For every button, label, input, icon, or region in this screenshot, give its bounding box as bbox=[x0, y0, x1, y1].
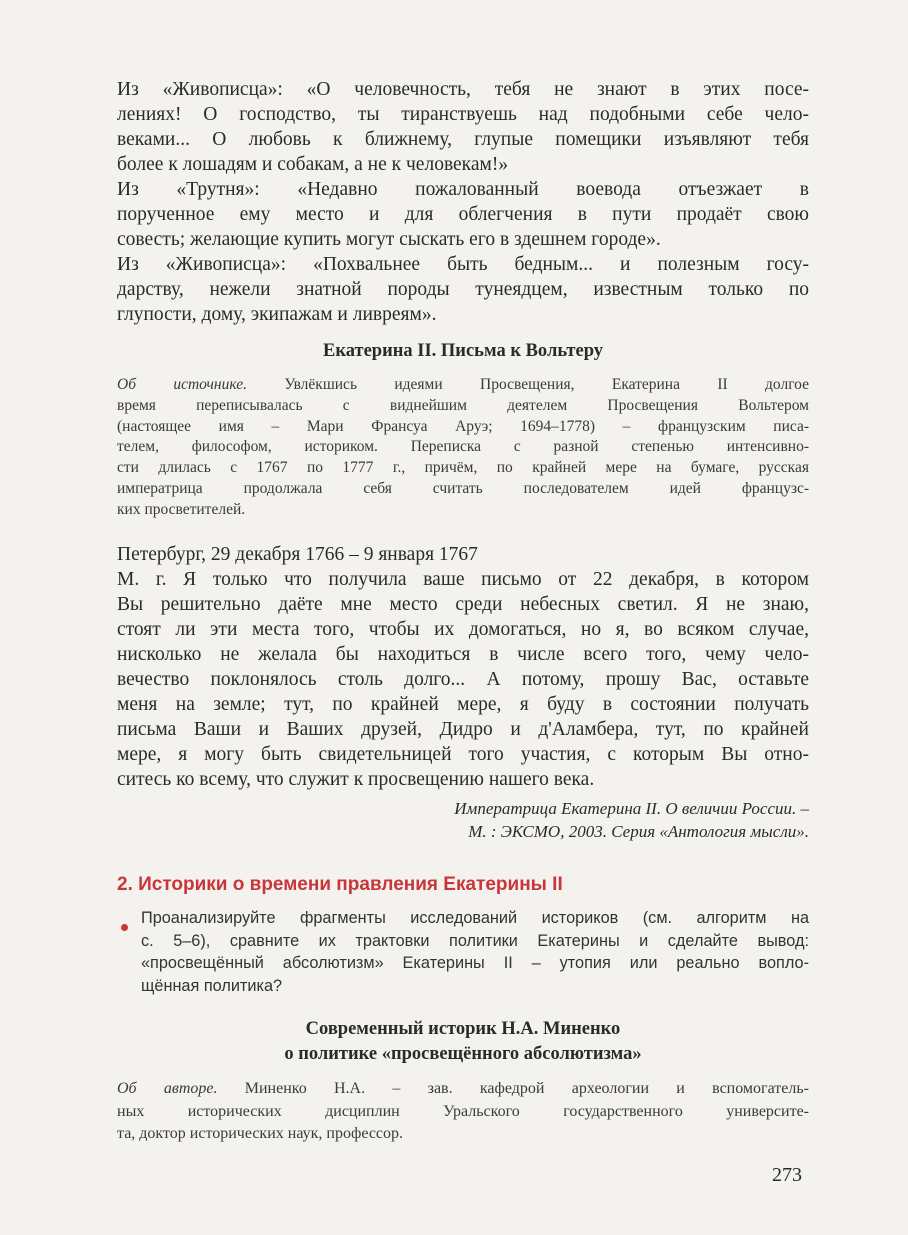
text-line: ситесь ко всему, что служит к просвещению нашего века. bbox=[117, 769, 595, 790]
heading-line: о политике «просвещённого абсолютизма» bbox=[284, 1044, 642, 1064]
citation-line: М. : ЭКСМО, 2003. Серия «Антология мысли». bbox=[468, 822, 809, 841]
about-label: Об источнике. bbox=[117, 376, 247, 393]
text-line: ных исторических дисциплин Уральского государственного университе- bbox=[117, 1102, 809, 1120]
text-line: Из «Трутня»: «Недавно пожалованный воевода отъезжает в bbox=[117, 179, 809, 200]
text-line: телем, философом, историком. Переписка с разной степенью интенсивно- bbox=[117, 438, 809, 456]
source-about bbox=[117, 375, 809, 521]
page-number: 273 bbox=[772, 1164, 802, 1186]
task bbox=[141, 907, 809, 997]
text-line: сти длилась с 1767 по 1777 г., причём, по крайней мере на бумаге, русская bbox=[117, 459, 809, 477]
citation-line: Императрица Екатерина II. О величии России. – bbox=[454, 799, 809, 818]
text-line: Из «Живописца»: «О человечность, тебя не знают в этих посе- bbox=[117, 79, 809, 100]
heading-line: Современный историк Н.А. Миненко bbox=[305, 1019, 621, 1039]
text-line: императрица продолжала себя считать последователем идей французс- bbox=[117, 479, 809, 497]
text-line: вечество поклонялось столь долго... А потому, прошу Вас, оставьте bbox=[117, 669, 809, 690]
author-about bbox=[117, 1078, 809, 1146]
about-label: Об авторе. bbox=[117, 1080, 218, 1097]
section-heading: 2. Историки о времени правления Екатерины II bbox=[117, 874, 563, 895]
source-heading: Екатерина II. Письма к Вольтеру bbox=[323, 341, 603, 361]
text-line: М. г. Я только что получила ваше письмо от 22 декабря, в котором bbox=[117, 569, 809, 590]
text-line: глупости, дому, экипажам и ливреям». bbox=[117, 304, 437, 325]
text-line: совесть; желающие купить могут сыскать его в здешнем городе». bbox=[117, 229, 661, 250]
text-line: меня на земле; тут, по крайней мере, я буду в состоянии получать bbox=[117, 694, 809, 715]
quote-truten bbox=[117, 177, 809, 252]
text-line: нисколько не желала бы находиться в числе всего того, чему чело- bbox=[117, 644, 809, 665]
text-line: более к лошадям и собакам, а не к человекам!» bbox=[117, 154, 509, 175]
text-line: мере, я могу быть свидетельницей того участия, с которым Вы отно- bbox=[117, 744, 809, 765]
text-line: ких просветителей. bbox=[117, 500, 246, 518]
text-line: дарству, нежели знатной породы тунеядцем, известным только по bbox=[117, 279, 809, 300]
text-line: щённая политика? bbox=[141, 976, 283, 995]
text-line: «просвещённый абсолютизм» Екатерины II – утопия или реально вопло- bbox=[141, 954, 809, 972]
text-line: Миненко Н.А. – зав. кафедрой археологии и вспомогатель- bbox=[217, 1080, 810, 1097]
citation bbox=[117, 797, 809, 843]
quote-zhivopisets-1 bbox=[117, 77, 809, 177]
text-line: письма Ваши и Ваших друзей, Дидро и д'Аламбера, тут, по крайней bbox=[117, 719, 809, 740]
bullet-icon bbox=[121, 924, 128, 931]
text-line: время переписывалась с виднейшим деятелем Просвещения Вольтером bbox=[117, 396, 809, 414]
quote-zhivopisets-2 bbox=[117, 252, 809, 327]
text-line: (настоящее имя – Мари Франсуа Аруэ; 1694–1778) – французским писа- bbox=[117, 417, 809, 435]
text-line: порученное ему место и для облегчения в пути продаёт свою bbox=[117, 204, 809, 225]
text-line: веками... О любовь к ближнему, глупые помещики изъявляют тебя bbox=[117, 129, 809, 150]
text-line: Вы решительно даёте мне место среди небесных светил. Я не знаю, bbox=[117, 594, 809, 615]
text-line: лениях! О господство, ты тиранствуешь над подобными себе чело- bbox=[117, 104, 809, 125]
text-line: Увлёкшись идеями Просвещения, Екатерина II долгое bbox=[246, 376, 809, 393]
text-line: Проанализируйте фрагменты исследований историков (см. алгоритм на bbox=[141, 909, 809, 927]
text-line: Из «Живописца»: «Похвальнее быть бедным... и полезным госу- bbox=[117, 254, 809, 275]
text-line: с. 5–6), сравните их трактовки политики Екатерины и сделайте вывод: bbox=[141, 931, 809, 950]
historian-heading bbox=[117, 1017, 809, 1067]
letter bbox=[117, 542, 809, 792]
text-line: та, доктор исторических наук, профессор. bbox=[117, 1125, 404, 1142]
text-line: стоят ли эти места того, чтобы их домогаться, но я, во всяком случае, bbox=[117, 619, 809, 640]
dateline: Петербург, 29 декабря 1766 – 9 января 1767 bbox=[117, 544, 478, 565]
